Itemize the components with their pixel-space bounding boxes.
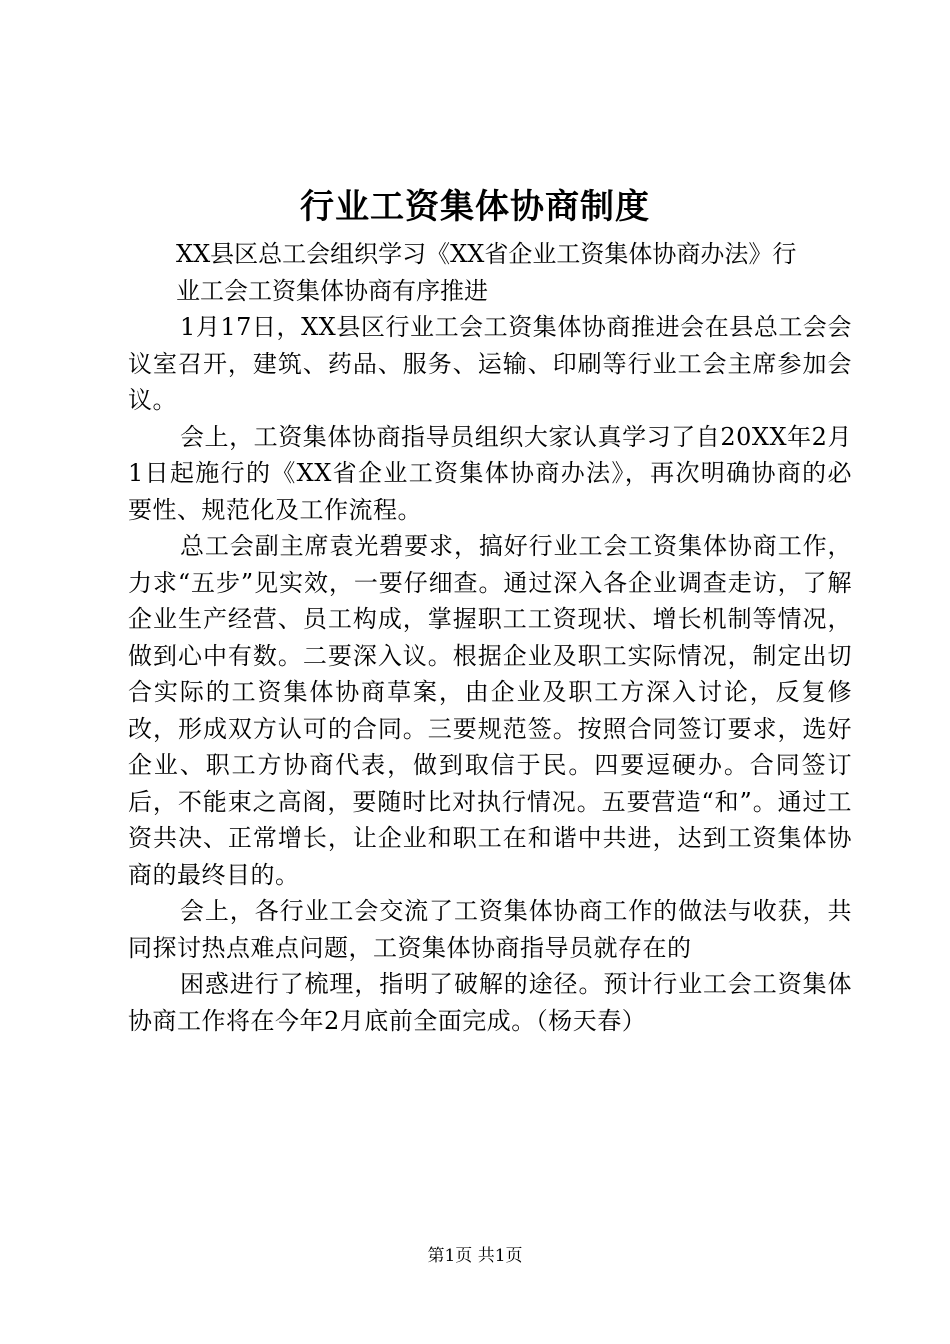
paragraph-2: 会上，工资集体协商指导员组织大家认真学习了自20XX年2月1日起施行的《XX省企业工资集体协商办法》，再次明确协商的必要性、规范化及工作流程。 [128, 422, 852, 524]
paragraph-1: 1月17日，XX县区行业工会工资集体协商推进会在县总工会会议室召开，建筑、药品、服务、运输、印刷等行业工会主席参加会议。 [128, 313, 852, 414]
document-subtitle: XX县区总工会组织学习《XX省企业工资集体协商办法》行业工会工资集体协商有序推进 [176, 240, 797, 305]
paragraph-4: 会上，各行业工会交流了工资集体协商工作的做法与收获，共同探讨热点难点问题，工资集体协商指导员就存在的 [128, 897, 852, 962]
paragraph-3: 总工会副主席袁光碧要求，搞好行业工会工资集体协商工作，力求“五步”见实效，一要仔细查。通过深入各企业调查走访，了解企业生产经营、员工构成，掌握职工工资现状、增长机制等情况，做到心中有数。二要深入议。根据企业及职工实际情况，制定出切合实际的工资集体协商草案，由企业及职工方深入讨论，反复修改，形成双方认可的合同。三要规范签。按照合同签订要求，选好企业、职工方协商代表，做到取信于民。四要逗硬办。合同签订后，不能束之高阁，要随时比对执行情况。五要营造“和”。通过工资共决、正常增长，让企业和职工在和谐中共进，达到工资集体协商的最终目的。 [128, 532, 852, 889]
document-body [128, 236, 852, 1039]
paragraph-5: 困惑进行了梳理，指明了破解的途径。预计行业工会工资集体协商工作将在今年2月底前全面完成。（杨天春） [128, 970, 852, 1035]
page-footer: 第1页 共1页 [427, 1246, 523, 1266]
document-title: 行业工资集体协商制度 [300, 187, 650, 227]
